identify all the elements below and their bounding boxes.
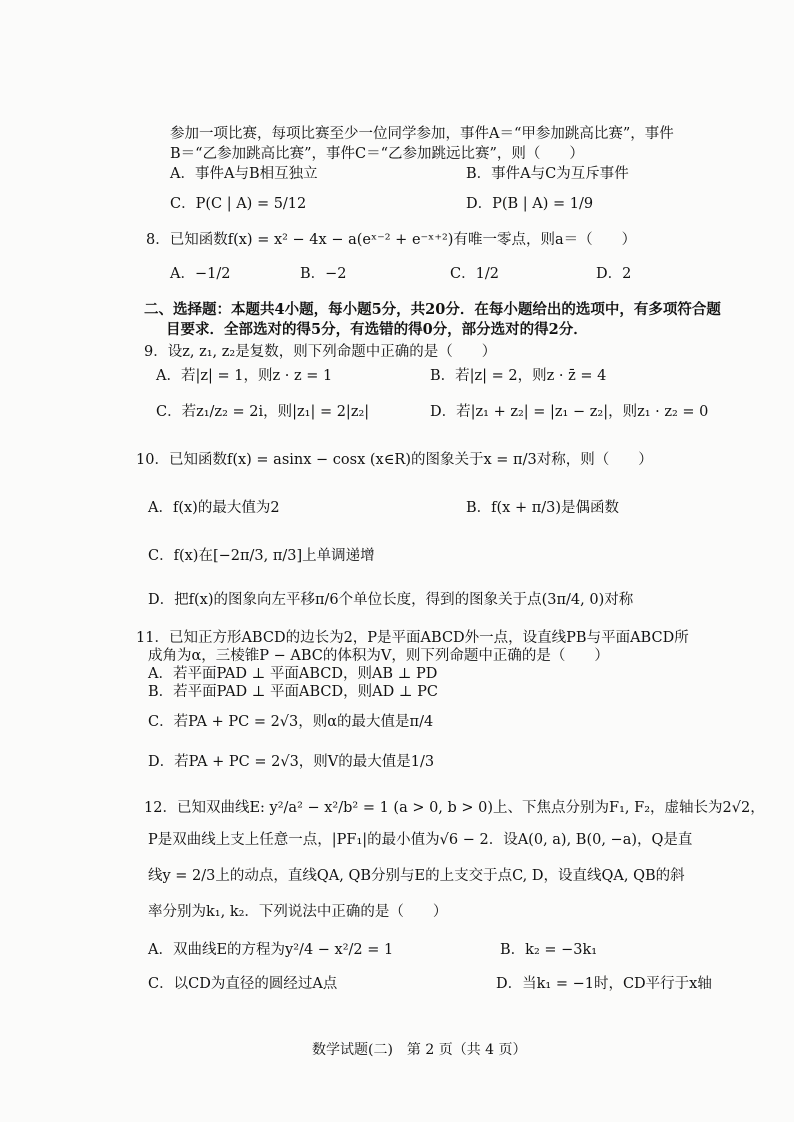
q7-option-c: C．P(C | A) = 5/12 (170, 196, 307, 212)
q12-option-d: D．当k₁ = −1时，CD平行于x轴 (496, 976, 712, 992)
q12-option-a: A．双曲线E的方程为y²/4 − x²/2 = 1 (148, 942, 394, 958)
q11-option-d: D．若PA + PC = 2√3，则V的最大值是1/3 (148, 754, 435, 770)
q8-option-a: A．−1/2 (170, 266, 231, 282)
page-footer: 数学试题(二) 第 2 页（共 4 页） (312, 1042, 527, 1058)
q8-option-c: C．1/2 (450, 266, 499, 282)
q9-option-a: A．若|z| = 1，则z · z = 1 (156, 368, 333, 384)
q12-stem-line2: P是双曲线上支上任意一点，|PF₁|的最小值为√6 − 2．设A(0, a), B(0, −a)，Q是直 (148, 832, 693, 848)
q7-stem-line2: B＝“乙参加跳高比赛”，事件C＝“乙参加跳远比赛”，则（ ） (170, 146, 584, 162)
q10-option-b: B．f(x + π/3)是偶函数 (466, 500, 620, 516)
section-2-heading-line2: 目要求．全部选对的得5分，有选错的得0分，部分选对的得2分． (166, 321, 588, 338)
q11-stem-line2: 成角为α，三棱锥P − ABC的体积为V，则下列命题中正确的是（ ） (148, 648, 609, 664)
q10-stem: 10．已知函数f(x) = asinx − cosx (x∈R)的图象关于x = π/3对称，则（ ） (136, 452, 653, 468)
q8-stem: 8．已知函数f(x) = x² − 4x − a(eˣ⁻² + e⁻ˣ⁺²)有唯一零点，则a＝（ ） (146, 232, 637, 248)
q12-option-b: B．k₂ = −3k₁ (500, 942, 598, 958)
q7-stem-line1: 参加一项比赛，每项比赛至少一位同学参加，事件A＝“甲参加跳高比赛”，事件 (170, 126, 674, 142)
q9-option-c: C．若z₁/z₂ = 2i，则|z₁| = 2|z₂| (156, 404, 370, 420)
q10-option-d: D．把f(x)的图象向左平移π/6个单位长度，得到的图象关于点(3π/4, 0)对称 (148, 592, 634, 608)
q8-option-b: B．−2 (300, 266, 347, 282)
q7-option-d: D．P(B | A) = 1/9 (466, 196, 594, 212)
q12-stem-line3: 线y = 2/3上的动点，直线QA, QB分别与E的上支交于点C, D，设直线QA, QB的斜 (148, 868, 685, 884)
q12-option-c: C．以CD为直径的圆经过A点 (148, 976, 338, 992)
q8-option-d: D．2 (596, 266, 632, 282)
q10-option-c: C．f(x)在[−2π/3, π/3]上单调递增 (148, 548, 375, 564)
q7-option-b: B．事件A与C为互斥事件 (466, 166, 629, 182)
q9-option-d: D．若|z₁ + z₂| = |z₁ − z₂|，则z₁ · z₂ = 0 (430, 404, 709, 420)
q11-option-b: B．若平面PAD ⊥ 平面ABCD，则AD ⊥ PC (148, 684, 438, 700)
q11-stem-line1: 11．已知正方形ABCD的边长为2，P是平面ABCD外一点，设直线PB与平面ABCD所 (136, 630, 689, 646)
section-2-heading-line1: 二、选择题：本题共4小题，每小题5分，共20分．在每小题给出的选项中，有多项符合题 (144, 301, 721, 318)
q12-stem-line1: 12．已知双曲线E: y²/a² − x²/b² = 1 (a > 0, b > 0)上、下焦点分别为F₁, F₂，虚轴长为2√2， (144, 800, 765, 816)
q10-option-a: A．f(x)的最大值为2 (148, 500, 280, 516)
q7-option-a: A．事件A与B相互独立 (170, 166, 318, 182)
q12-stem-line4: 率分别为k₁, k₂．下列说法中正确的是（ ） (148, 904, 448, 920)
q9-option-b: B．若|z| = 2，则z · z̄ = 4 (430, 368, 607, 384)
q9-stem: 9．设z, z₁, z₂是复数，则下列命题中正确的是（ ） (144, 344, 497, 360)
q11-option-a: A．若平面PAD ⊥ 平面ABCD，则AB ⊥ PD (148, 666, 438, 682)
q11-option-c: C．若PA + PC = 2√3，则α的最大值是π/4 (148, 714, 434, 730)
